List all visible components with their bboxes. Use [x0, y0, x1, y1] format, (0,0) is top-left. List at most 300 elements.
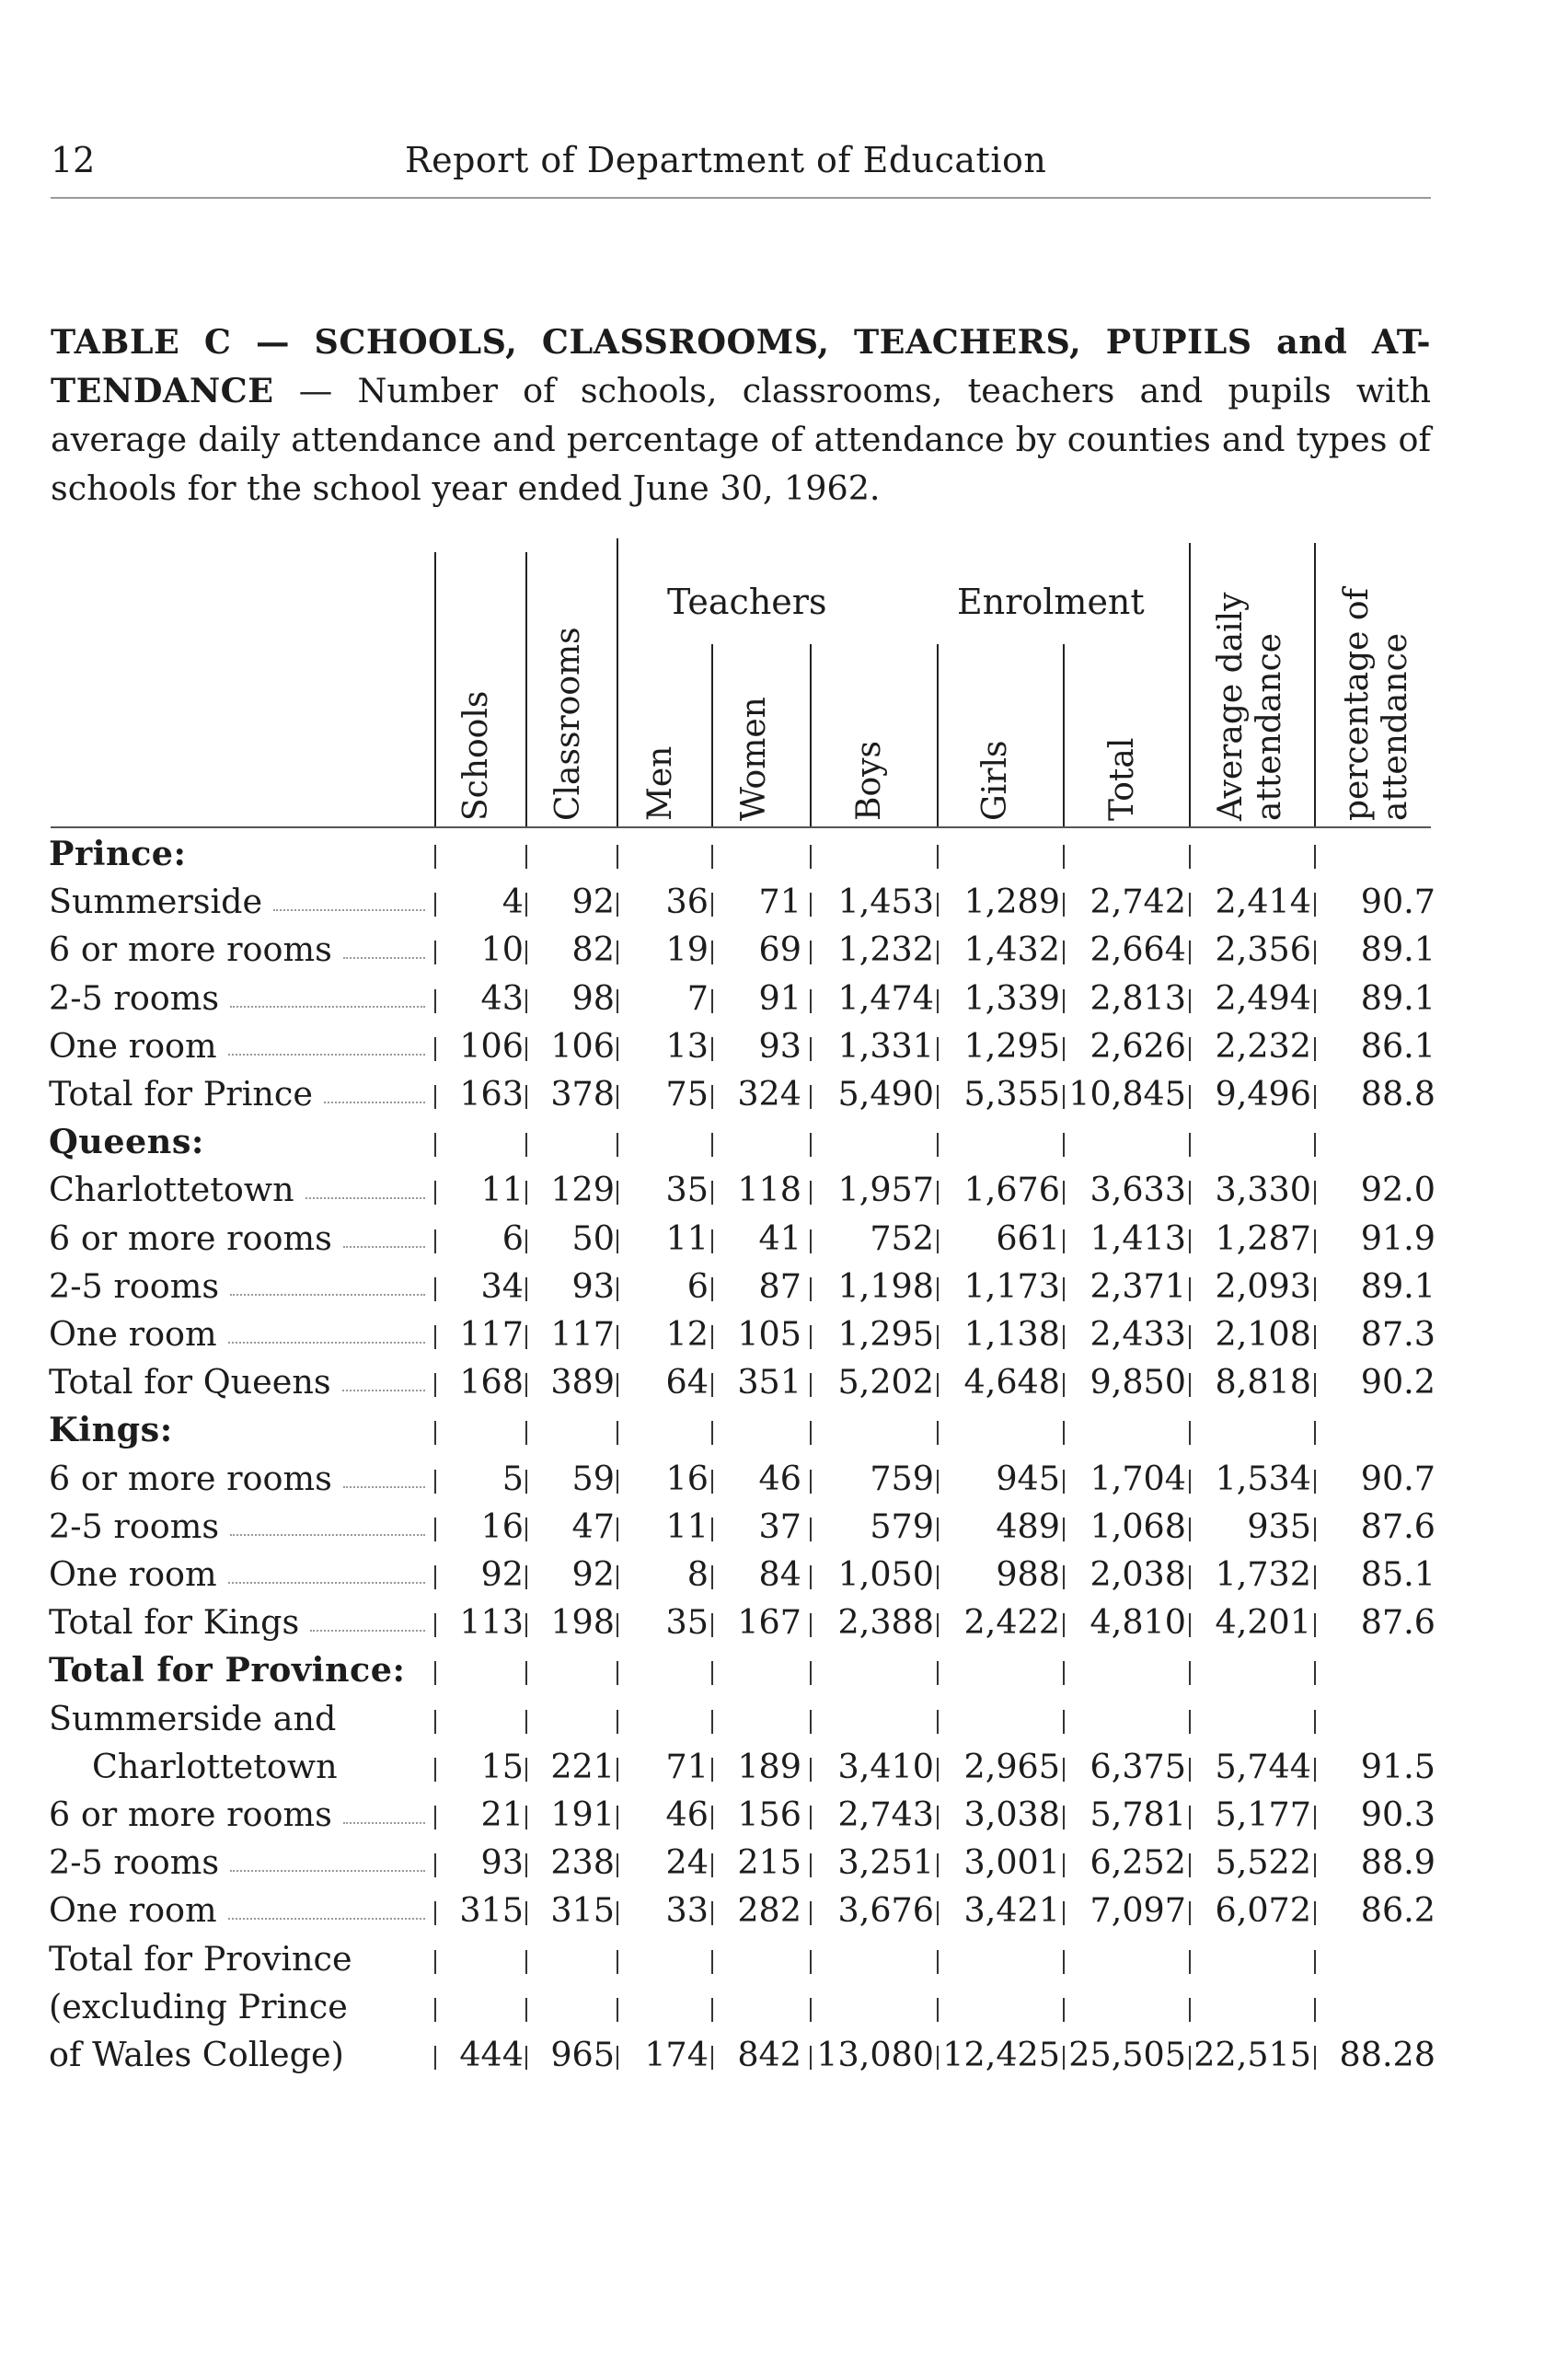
table-cell: 2,371 [1090, 1265, 1186, 1306]
column-tick [937, 1133, 939, 1157]
column-tick [1314, 1229, 1316, 1253]
table-cell: 89.1 [1360, 977, 1435, 1018]
column-tick [1189, 1421, 1191, 1445]
column-tick [1314, 1325, 1316, 1349]
table-cell: 90.7 [1360, 1458, 1435, 1498]
table-cell: 46 [758, 1458, 801, 1498]
column-tick [1189, 1758, 1191, 1782]
table-cell: 59 [571, 1458, 615, 1498]
table-cell: 2,494 [1215, 977, 1311, 1018]
table-cell: 90.7 [1360, 882, 1435, 922]
column-tick [810, 1661, 812, 1685]
table-cell: 315 [459, 1890, 524, 1931]
column-tick [810, 989, 812, 1013]
column-tick [810, 1901, 812, 1925]
column-tick [711, 1758, 713, 1782]
table-cell: 5,744 [1215, 1746, 1311, 1786]
table-cell: 167 [737, 1602, 801, 1643]
column-tick [1314, 1085, 1316, 1109]
table-cell: 215 [737, 1842, 801, 1883]
column-tick [711, 1613, 713, 1637]
column-tick [1314, 1661, 1316, 1685]
table-cell: 2,356 [1215, 929, 1311, 970]
column-tick [525, 1710, 527, 1734]
column-tick [711, 989, 713, 1013]
table-cell: 3,330 [1215, 1170, 1311, 1210]
table-cell: 4 [502, 882, 524, 922]
column-tick [525, 1277, 527, 1301]
column-tick [937, 2046, 939, 2070]
column-tick [617, 1518, 618, 1541]
section-label: Total for Province: [49, 1650, 406, 1691]
table-cell: 88.9 [1360, 1842, 1435, 1883]
header-rule [51, 197, 1431, 199]
column-tick [937, 1758, 939, 1782]
table-cell: 3,421 [963, 1890, 1060, 1931]
column-tick [1189, 1853, 1191, 1877]
table-row [0, 1070, 1568, 1118]
table-cell: 36 [665, 882, 709, 922]
table-cell: 842 [737, 2035, 801, 2074]
column-tick [1189, 1325, 1191, 1349]
table-cell: 3,038 [963, 1795, 1060, 1834]
column-tick [617, 845, 618, 869]
table-description: — Number of schools, classrooms, teachers and pupils with average daily attendance and percentage of attendance by counties and types of schools for the school year ended June 30, 1962. [51, 371, 1432, 508]
leader-dots [228, 1582, 425, 1584]
leader-dots [310, 1630, 425, 1632]
table-row [0, 1358, 1568, 1406]
table-cell: 91.9 [1360, 1218, 1435, 1258]
table-cell: 93 [571, 1265, 615, 1306]
table-cell: 87.6 [1360, 1602, 1435, 1643]
table-cell: 87.3 [1360, 1314, 1435, 1354]
column-tick [434, 1565, 436, 1589]
column-rule [525, 552, 527, 826]
column-tick [1063, 1518, 1065, 1541]
table-cell: 86.1 [1360, 1025, 1435, 1066]
column-tick [711, 1950, 713, 1974]
column-tick [810, 1373, 812, 1397]
table-cell: 4,201 [1215, 1602, 1311, 1643]
column-tick [525, 845, 527, 869]
table-row [0, 1598, 1568, 1646]
column-tick [711, 1470, 713, 1494]
column-tick [525, 1758, 527, 1782]
column-tick [617, 1565, 618, 1589]
column-tick [1063, 1470, 1065, 1494]
column-tick [525, 1613, 527, 1637]
table-cell: 19 [665, 929, 709, 970]
column-tick [1063, 1037, 1065, 1061]
table-cell: 71 [758, 882, 801, 922]
row-label: 2-5 rooms [49, 1265, 220, 1306]
column-tick [617, 1277, 618, 1301]
column-tick [434, 989, 436, 1013]
column-tick [1189, 1037, 1191, 1061]
column-tick [711, 1085, 713, 1109]
table-cell: 75 [665, 1074, 709, 1114]
table-cell: 6,375 [1090, 1746, 1186, 1786]
column-tick [1314, 2046, 1316, 2070]
table-cell: 1,339 [963, 977, 1060, 1018]
column-tick [1314, 1901, 1316, 1925]
table-row [0, 1215, 1568, 1263]
table-cell: 238 [550, 1842, 615, 1883]
table-cell: 11 [665, 1506, 709, 1546]
leader-dots [230, 1870, 425, 1872]
column-tick [810, 1565, 812, 1589]
column-tick [937, 1325, 939, 1349]
column-tick [711, 1421, 713, 1445]
column-tick [525, 1037, 527, 1061]
table-cell: 11 [480, 1170, 524, 1210]
column-tick [937, 1229, 939, 1253]
column-tick [1063, 1181, 1065, 1205]
column-tick [617, 1806, 618, 1829]
leader-dots [343, 1486, 425, 1488]
table-cell: 16 [480, 1506, 524, 1546]
col-classrooms: Classrooms [549, 627, 587, 821]
leader-dots [230, 1534, 425, 1536]
table-cell: 2,433 [1090, 1314, 1186, 1354]
column-tick [617, 1661, 618, 1685]
leader-dots [230, 1294, 425, 1296]
column-tick [810, 2046, 812, 2070]
column-tick [1063, 1325, 1065, 1349]
column-tick [434, 1037, 436, 1061]
section-label: Queens: [49, 1122, 204, 1162]
table-row [0, 1455, 1568, 1503]
table-cell: 25,505 [1068, 2035, 1186, 2074]
table-cell: 15 [480, 1746, 524, 1786]
table-cell: 2,813 [1090, 977, 1186, 1018]
table-row [0, 1263, 1568, 1310]
table-cell: 8,818 [1215, 1362, 1311, 1402]
table-cell: 945 [996, 1458, 1060, 1498]
table-cell: 282 [737, 1890, 801, 1931]
column-tick [617, 893, 618, 917]
column-tick [434, 1373, 436, 1397]
table-row [0, 1839, 1568, 1887]
column-tick [525, 893, 527, 917]
column-rule [1063, 644, 1065, 826]
column-tick [1189, 941, 1191, 964]
col-boys: Boys [850, 741, 888, 821]
column-tick [434, 1998, 436, 2022]
column-tick [1314, 1853, 1316, 1877]
column-tick [1189, 1373, 1191, 1397]
column-tick [937, 1901, 939, 1925]
table-cell: 4,648 [963, 1362, 1060, 1402]
column-tick [711, 1181, 713, 1205]
table-cell: 378 [550, 1074, 615, 1114]
column-tick [711, 1373, 713, 1397]
column-rule [810, 644, 812, 826]
column-tick [711, 1037, 713, 1061]
column-tick [1189, 1181, 1191, 1205]
column-tick [434, 1901, 436, 1925]
table-cell: 7,097 [1090, 1890, 1186, 1931]
table-cell: 3,251 [837, 1842, 934, 1883]
column-tick [1063, 941, 1065, 964]
table-cell: 2,108 [1215, 1314, 1311, 1354]
column-tick [937, 893, 939, 917]
row-label: One room [49, 1314, 217, 1354]
table-cell: 113 [459, 1602, 524, 1643]
table-cell: 6,072 [1215, 1890, 1311, 1931]
table-cell: 117 [459, 1314, 524, 1354]
column-tick [1189, 1565, 1191, 1589]
column-tick [525, 1853, 527, 1877]
column-tick [711, 1325, 713, 1349]
table-cell: 5,522 [1215, 1842, 1311, 1883]
table-cell: 3,001 [963, 1842, 1060, 1883]
column-tick [617, 1710, 618, 1734]
table-cell: 46 [665, 1795, 709, 1834]
leader-dots [343, 957, 425, 959]
table-cell: 5,490 [837, 1074, 934, 1114]
column-tick [525, 2046, 527, 2070]
column-tick [937, 1373, 939, 1397]
column-tick [525, 1133, 527, 1157]
table-cell: 50 [571, 1218, 615, 1258]
column-tick [810, 1277, 812, 1301]
column-tick [810, 1133, 812, 1157]
leader-dots [230, 1006, 425, 1008]
table-cell: 106 [459, 1025, 524, 1066]
column-tick [617, 1613, 618, 1637]
table-cell: 6 [502, 1218, 524, 1258]
column-tick [1189, 1133, 1191, 1157]
table-cell: 21 [480, 1795, 524, 1834]
col-percentage-attendance: attendance [1377, 632, 1414, 821]
column-tick [937, 845, 939, 869]
column-tick [434, 1806, 436, 1829]
table-cell: 9,850 [1090, 1362, 1186, 1402]
table-cell: 11 [665, 1218, 709, 1258]
table-cell: 1,732 [1215, 1554, 1311, 1594]
column-tick [1063, 1661, 1065, 1685]
column-tick [434, 1710, 436, 1734]
column-tick [434, 1277, 436, 1301]
column-tick [1189, 1229, 1191, 1253]
column-tick [937, 1518, 939, 1541]
table-cell: 89.1 [1360, 1265, 1435, 1306]
column-tick [1189, 893, 1191, 917]
group-enrolment: Enrolment [957, 582, 1145, 622]
column-tick [937, 1806, 939, 1829]
table-cell: 988 [996, 1554, 1060, 1594]
table-cell: 93 [758, 1025, 801, 1066]
column-tick [617, 1181, 618, 1205]
column-tick [711, 941, 713, 964]
column-tick [617, 1998, 618, 2022]
column-tick [1063, 1710, 1065, 1734]
table-cell: 1,474 [837, 977, 934, 1018]
table-cell: 3,676 [837, 1890, 934, 1931]
column-tick [525, 1470, 527, 1494]
table-cell: 2,422 [963, 1602, 1060, 1643]
row-label: of Wales College) [49, 2035, 344, 2074]
table-cell: 33 [665, 1890, 709, 1931]
table-cell: 41 [758, 1218, 801, 1258]
column-tick [810, 893, 812, 917]
column-tick [1189, 1661, 1191, 1685]
column-tick [1063, 1229, 1065, 1253]
table-cell: 2,965 [963, 1746, 1060, 1786]
column-tick [1189, 1470, 1191, 1494]
column-tick [711, 1901, 713, 1925]
column-tick [937, 1853, 939, 1877]
table-cell: 1,198 [837, 1265, 934, 1306]
column-tick [1314, 1998, 1316, 2022]
column-tick [617, 1901, 618, 1925]
column-tick [525, 1085, 527, 1109]
table-cell: 37 [758, 1506, 801, 1546]
column-rule [434, 552, 436, 826]
column-rule [1314, 543, 1316, 826]
col-average-daily: Average daily [1212, 592, 1250, 821]
column-tick [711, 2046, 713, 2070]
col-schools: Schools [457, 690, 495, 821]
column-tick [810, 1518, 812, 1541]
column-tick [525, 1229, 527, 1253]
column-tick [525, 1373, 527, 1397]
column-tick [1314, 989, 1316, 1013]
running-head: Report of Department of Education [405, 140, 1047, 180]
table-cell: 1,432 [963, 929, 1060, 970]
table-cell: 2,093 [1215, 1265, 1311, 1306]
column-tick [810, 1853, 812, 1877]
column-tick [937, 941, 939, 964]
table-row [0, 1551, 1568, 1598]
column-tick [1063, 1565, 1065, 1589]
table-cell: 5,177 [1215, 1795, 1311, 1834]
table-cell: 92.0 [1360, 1170, 1435, 1210]
table-cell: 82 [571, 929, 615, 970]
column-tick [434, 941, 436, 964]
table-cell: 1,050 [837, 1554, 934, 1594]
table-cell: 93 [480, 1842, 524, 1883]
column-tick [1314, 1133, 1316, 1157]
table-cell: 5,781 [1090, 1795, 1186, 1834]
column-tick [1314, 1470, 1316, 1494]
table-cell: 168 [459, 1362, 524, 1402]
table-cell: 10 [480, 929, 524, 970]
column-tick [525, 1565, 527, 1589]
column-tick [810, 845, 812, 869]
col-percentage-of: percentage of [1338, 588, 1376, 821]
leader-dots [273, 909, 425, 911]
column-tick [1189, 1998, 1191, 2022]
column-tick [711, 845, 713, 869]
table-cell: 92 [480, 1554, 524, 1594]
table-cell: 6 [686, 1265, 709, 1306]
row-label: 6 or more rooms [49, 929, 332, 970]
column-tick [810, 1710, 812, 1734]
column-tick [617, 1373, 618, 1397]
column-tick [1314, 1613, 1316, 1637]
column-tick [1189, 2046, 1191, 2070]
column-tick [810, 1758, 812, 1782]
table-cell: 34 [480, 1265, 524, 1306]
table-row [0, 1935, 1568, 1983]
column-tick [937, 1950, 939, 1974]
column-tick [617, 1853, 618, 1877]
column-tick [810, 941, 812, 964]
table-cell: 351 [737, 1362, 801, 1402]
table-cell: 84 [758, 1554, 801, 1594]
leader-dots [343, 1246, 425, 1248]
column-tick [810, 1470, 812, 1494]
column-tick [434, 1229, 436, 1253]
column-tick [1189, 1710, 1191, 1734]
column-tick [711, 1661, 713, 1685]
table-cell: 965 [550, 2035, 615, 2074]
column-tick [810, 1806, 812, 1829]
table-cell: 13 [665, 1025, 709, 1066]
group-teachers: Teachers [667, 582, 827, 622]
table-cell: 315 [550, 1890, 615, 1931]
table-cell: 87.6 [1360, 1506, 1435, 1546]
table-cell: 64 [665, 1362, 709, 1402]
table-cell: 1,068 [1090, 1506, 1186, 1546]
row-label: (excluding Prince [49, 1986, 348, 2026]
table-row [0, 1743, 1568, 1791]
column-tick [937, 1710, 939, 1734]
column-tick [1063, 845, 1065, 869]
table-cell: 91 [758, 977, 801, 1018]
column-tick [525, 1325, 527, 1349]
table-cell: 47 [571, 1506, 615, 1546]
row-label: Total for Prince [49, 1074, 313, 1114]
table-cell: 156 [737, 1795, 801, 1834]
table-cell: 1,676 [963, 1170, 1060, 1210]
table-cell: 389 [550, 1362, 615, 1402]
column-tick [711, 1565, 713, 1589]
column-tick [810, 1181, 812, 1205]
table-row [0, 1166, 1568, 1214]
column-tick [1189, 1806, 1191, 1829]
table-row [0, 1887, 1568, 1934]
column-tick [711, 1998, 713, 2022]
column-tick [617, 1325, 618, 1349]
column-tick [617, 1037, 618, 1061]
table-cell: 1,534 [1215, 1458, 1311, 1498]
column-tick [434, 1133, 436, 1157]
column-tick [937, 1421, 939, 1445]
table-cell: 12,425 [942, 2035, 1060, 2074]
column-tick [617, 1085, 618, 1109]
column-tick [525, 1518, 527, 1541]
table-row [0, 1695, 1568, 1743]
column-tick [1189, 1518, 1191, 1541]
column-tick [1063, 1853, 1065, 1877]
table-cell: 117 [550, 1314, 615, 1354]
column-tick [937, 1613, 939, 1637]
column-tick [434, 1758, 436, 1782]
table-cell: 7 [686, 977, 709, 1018]
table-cell: 163 [459, 1074, 524, 1114]
row-label: 2-5 rooms [49, 1842, 220, 1883]
table-section-row [0, 1118, 1568, 1166]
table-cell: 129 [550, 1170, 615, 1210]
col-average-attendance: attendance [1251, 632, 1288, 821]
column-tick [434, 1950, 436, 1974]
column-tick [434, 1661, 436, 1685]
leader-dots [342, 1390, 425, 1391]
column-tick [1063, 893, 1065, 917]
